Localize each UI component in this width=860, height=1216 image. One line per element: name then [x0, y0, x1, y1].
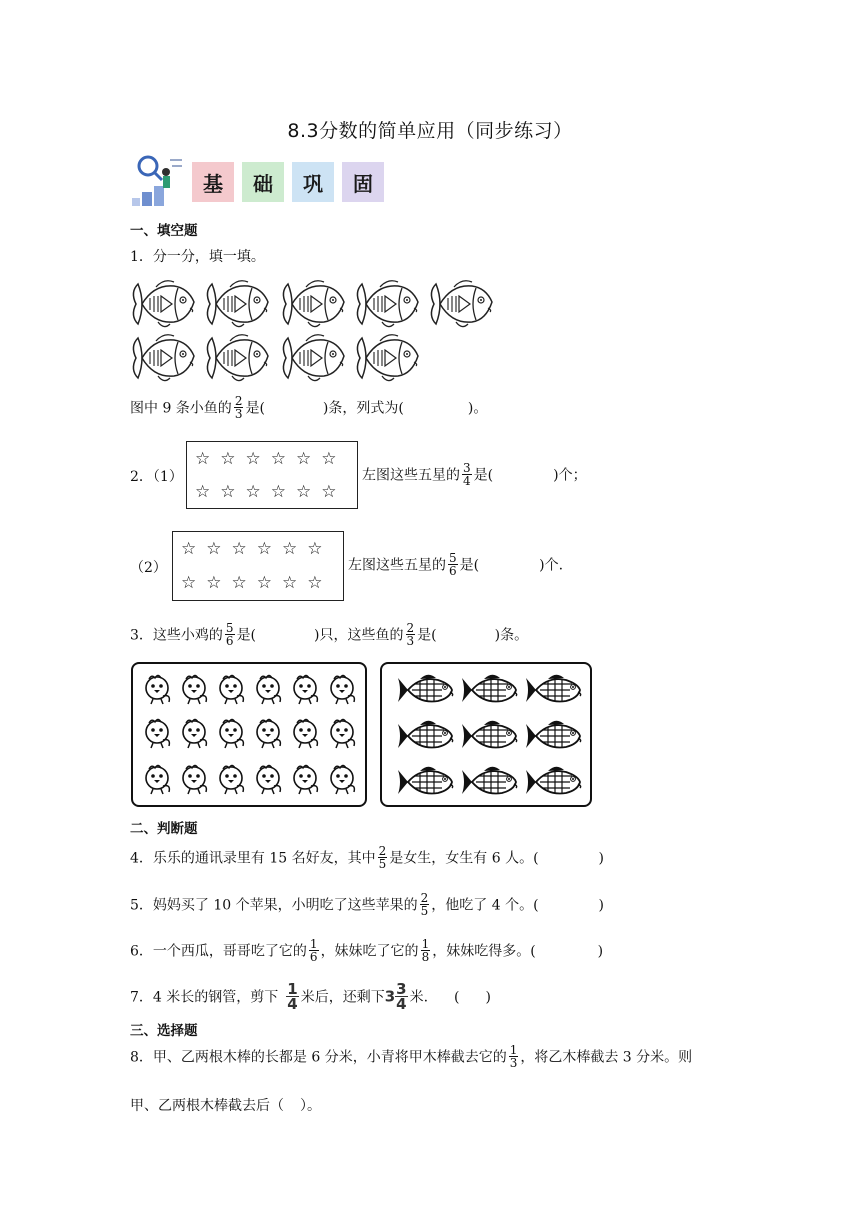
question-6: 6．一个西瓜，哥哥吃了它的 $\frac{1}{6}$ ，妹妹吃了它的 $\frac{1}{8}$ ，妹妹吃得多。( )	[130, 937, 604, 964]
fish-picture	[398, 721, 453, 748]
q1-text-b: 是(	[245, 400, 265, 417]
chick-box	[131, 662, 367, 807]
banner-tile-4: 固	[342, 162, 384, 202]
chick-picture	[220, 676, 243, 705]
star-row: ☆☆☆☆☆☆	[195, 449, 347, 469]
question-8-line-1: 8．甲、乙两根木棒的长都是 6 分米，小青将甲木棒截去它的 $\frac{1}{3}$ ，将乙木棒截去 3 分米。则	[130, 1043, 693, 1070]
fish-picture	[133, 281, 194, 327]
q1-text-d: )。	[467, 400, 488, 417]
banner-tile-1: 基	[192, 162, 234, 202]
fraction-two-thirds: $\frac{2}{3}$	[406, 621, 415, 648]
section-true-false: 二、判断题	[130, 821, 198, 837]
section-fill-blank: 一、填空题	[130, 223, 198, 239]
fraction-three-quarters: $\frac{3}{4}$	[396, 980, 407, 1013]
chick-picture	[331, 720, 354, 749]
fraction-three-quarters: $\frac{3}{4}$	[463, 461, 471, 488]
chick-picture	[257, 720, 280, 749]
fish-picture	[462, 675, 517, 702]
fraction-one-quarter: $\frac{1}{4}$	[287, 980, 298, 1013]
star-row: ☆☆☆☆☆☆	[195, 482, 347, 502]
question-7: 7．4 米长的钢管，剪下 $\frac{1}{4}$ 米后，还剩下3 $\frac{3}{4}$ 米. ( )	[130, 980, 491, 1013]
page-title: 8.3分数的简单应用（同步练习）	[287, 120, 573, 142]
question-2-part2: 左图这些五星的 $\frac{5}{6}$ 是( )个.	[348, 551, 564, 578]
q1-text-c: )条，列式为(	[322, 400, 404, 417]
q1-text-a: 图中 9 条小鱼的	[130, 400, 232, 417]
chick-picture	[183, 676, 206, 705]
chick-picture	[331, 766, 354, 795]
question-3-line: 3．这些小鸡的 $\frac{5}{6}$ 是( )只，这些鱼的 $\frac{2}{3}$ 是( )条。	[130, 621, 529, 648]
chick-picture	[294, 676, 317, 705]
fish-picture	[207, 281, 268, 327]
fraction-one-sixth: $\frac{1}{6}$	[309, 937, 318, 964]
question-1-stem: 1．分一分，填一填。	[130, 249, 265, 265]
question-2-label: 2．（1）	[130, 469, 183, 485]
star-box-1	[186, 441, 358, 509]
banner-illustration-icon	[128, 152, 184, 208]
fish-picture	[133, 335, 194, 381]
fish-picture	[526, 675, 581, 702]
banner-tile-3: 巩	[292, 162, 334, 202]
chick-picture	[183, 766, 206, 795]
banner-tile-2: 础	[242, 162, 284, 202]
question-5: 5．妈妈买了 10 个苹果，小明吃了这些苹果的 $\frac{2}{5}$ ，他吃了 4 个。( )	[130, 891, 605, 918]
fraction-two-thirds: $\frac{2}{3}$	[234, 394, 243, 421]
fish-picture	[357, 335, 418, 381]
question-8-line-2: 甲、乙两根木棒截去后（ ）。	[130, 1098, 321, 1114]
fraction-five-sixths: $\frac{5}{6}$	[449, 551, 457, 578]
section-multiple-choice: 三、选择题	[130, 1023, 198, 1039]
fish-picture	[398, 767, 453, 794]
fish-picture	[283, 335, 344, 381]
question-1-line	[130, 396, 487, 421]
fish-grid	[128, 274, 508, 386]
chick-picture	[257, 766, 280, 795]
fish-picture	[207, 335, 268, 381]
chick-picture	[294, 720, 317, 749]
fraction-one-third: $\frac{1}{3}$	[509, 1043, 518, 1070]
fish-picture	[283, 281, 344, 327]
chick-picture	[257, 676, 280, 705]
chick-picture	[146, 676, 169, 705]
chick-picture	[331, 676, 354, 705]
chick-picture	[183, 720, 206, 749]
fish-picture	[431, 281, 492, 327]
fish-picture	[357, 281, 418, 327]
chick-picture	[146, 766, 169, 795]
fish-box	[380, 662, 592, 807]
mixed-number-whole: 3	[384, 987, 396, 1006]
fish-picture	[526, 767, 581, 794]
fraction-two-fifths: $\frac{2}{5}$	[378, 844, 387, 871]
star-row: ☆☆☆☆☆☆	[181, 573, 333, 593]
fish-picture	[462, 721, 517, 748]
chick-picture	[146, 720, 169, 749]
question-4: 4．乐乐的通讯录里有 15 名好友，其中 $\frac{2}{5}$ 是女生，女生有 6 人。( )	[130, 844, 605, 871]
chick-picture	[294, 766, 317, 795]
chick-picture	[220, 766, 243, 795]
star-row: ☆☆☆☆☆☆	[181, 539, 333, 559]
fraction-five-sixths: $\frac{5}{6}$	[225, 621, 234, 648]
fish-picture	[398, 675, 453, 702]
question-2-label-2: （2）	[130, 560, 167, 576]
star-box-2	[172, 531, 344, 601]
question-2-part1: 左图这些五星的 $\frac{3}{4}$ 是( )个；	[362, 461, 587, 488]
fraction-one-eighth: $\frac{1}{8}$	[421, 937, 430, 964]
chick-picture	[220, 720, 243, 749]
fish-picture	[462, 767, 517, 794]
fish-picture	[526, 721, 581, 748]
fraction-two-fifths: $\frac{2}{5}$	[420, 891, 429, 918]
